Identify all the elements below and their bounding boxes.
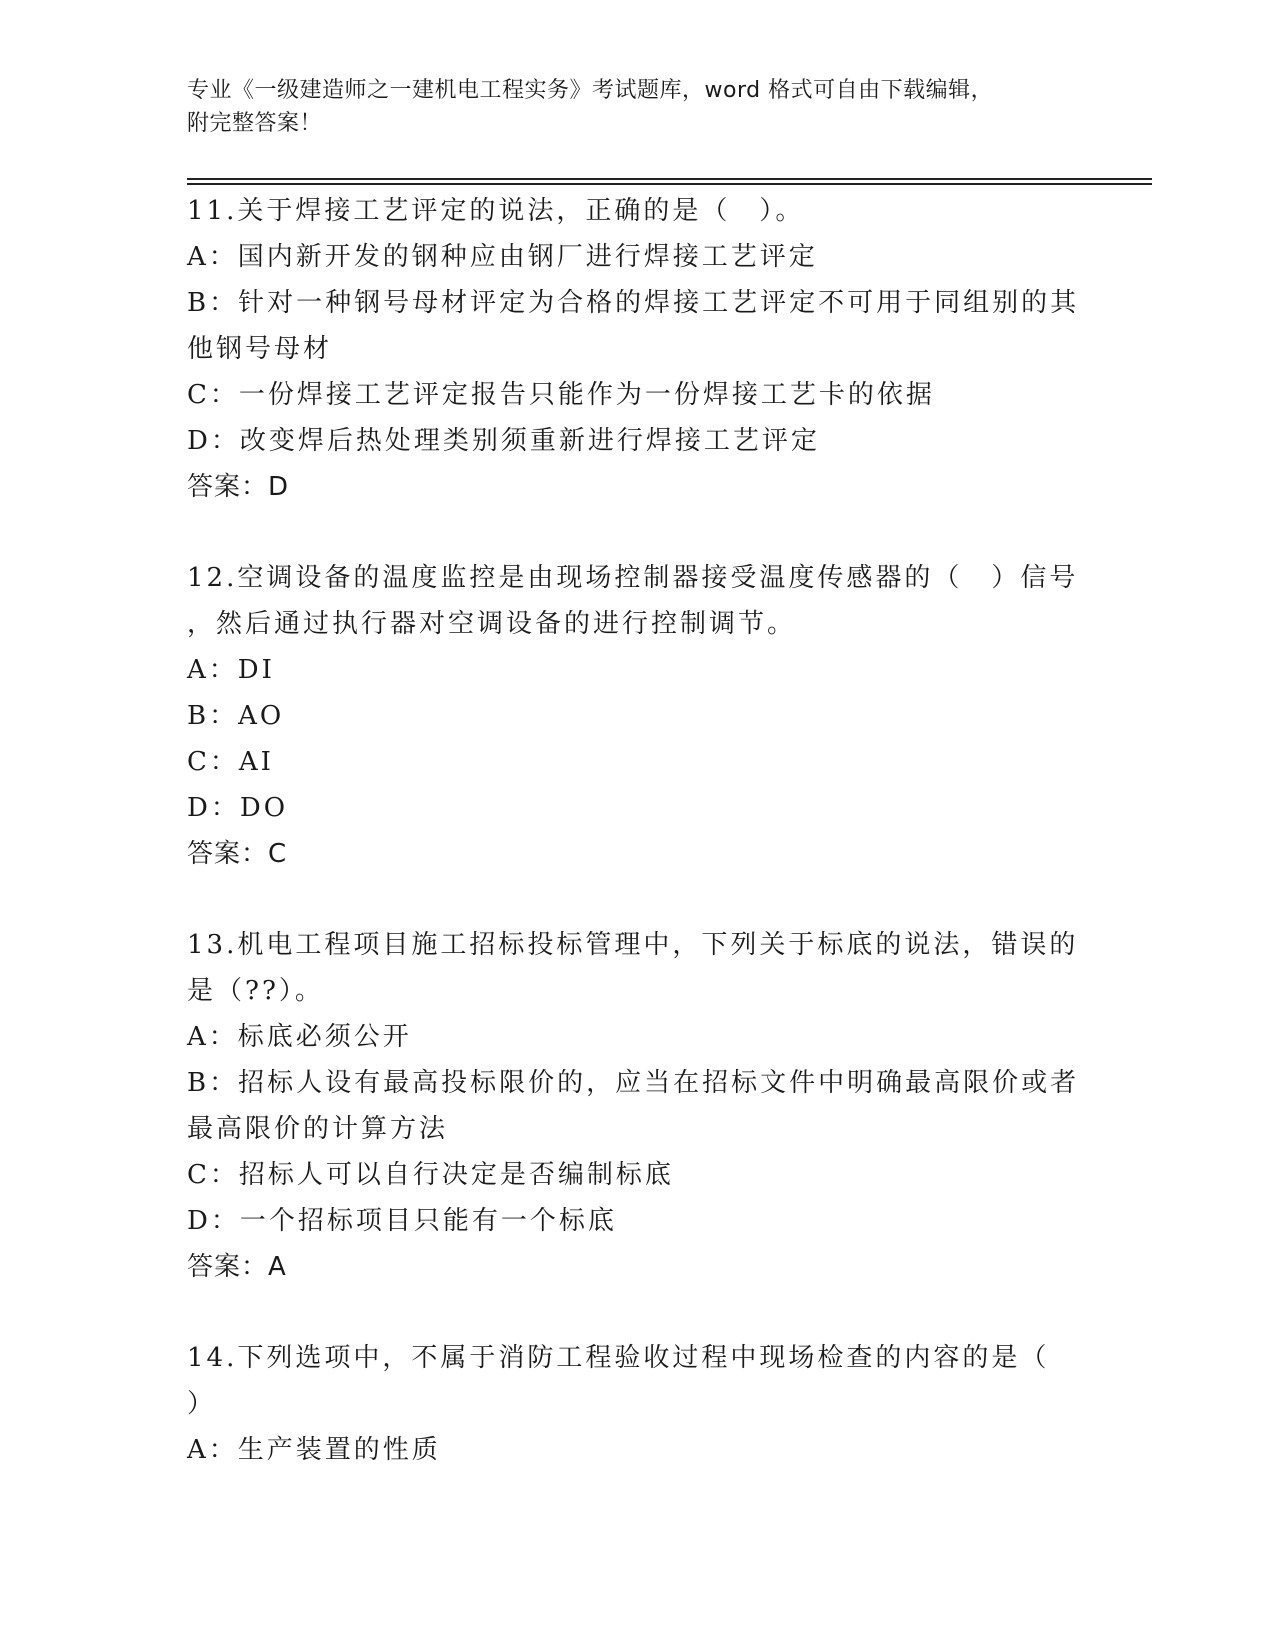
question-stem: 12.空调设备的温度监控是由现场控制器接受温度传感器的（ ）信号 [187, 563, 1079, 593]
option-line: 他钢号母材 [187, 334, 333, 364]
question-item [187, 555, 1087, 877]
option-line: C：招标人可以自行决定是否编制标底 [187, 1160, 674, 1190]
question-stem: ） [187, 1389, 217, 1419]
option-line: B：针对一种钢号母材评定为合格的焊接工艺评定不可用于同组别的其 [187, 288, 1080, 318]
question-stem: 13.机电工程项目施工招标投标管理中，下列关于标底的说法，错误的 [187, 930, 1079, 960]
option-line: B：招标人设有最高投标限价的，应当在招标文件中明确最高限价或者 [187, 1068, 1080, 1098]
question-stem: 11.关于焊接工艺评定的说法，正确的是（ ）。 [187, 196, 805, 226]
question-stem: 14.下列选项中，不属于消防工程验收过程中现场检查的内容的是（ [187, 1343, 1050, 1373]
option-line: D：一个招标项目只能有一个标底 [187, 1206, 617, 1236]
question-stem: 是（??）。 [187, 976, 324, 1006]
question-stem: ，然后通过执行器对空调设备的进行控制调节。 [187, 609, 797, 639]
option-line: A：DI [187, 655, 275, 685]
header-line-2: 附完整答案！ [187, 111, 323, 136]
option-line: A：国内新开发的钢种应由钢厂进行焊接工艺评定 [187, 242, 818, 272]
answer-line: 答案：D [187, 472, 290, 502]
option-line: A：生产装置的性质 [187, 1435, 441, 1465]
answer-line: 答案：A [187, 1252, 287, 1282]
option-line: D：DO [187, 793, 289, 823]
question-item [187, 188, 1087, 510]
answer-line: 答案：C [187, 839, 288, 869]
question-list [187, 188, 1087, 1518]
document-header [187, 74, 1067, 140]
question-item [187, 1335, 1087, 1473]
option-line: D：改变焊后热处理类别须重新进行焊接工艺评定 [187, 426, 820, 456]
header-divider-top [187, 178, 1152, 180]
option-line: C：一份焊接工艺评定报告只能作为一份焊接工艺卡的依据 [187, 380, 935, 410]
option-line: A：标底必须公开 [187, 1022, 412, 1052]
question-item [187, 922, 1087, 1290]
header-line-1: 专业《一级建造师之一建机电工程实务》考试题库，word 格式可自由下载编辑， [187, 78, 994, 103]
header-divider-bottom [187, 183, 1152, 185]
option-line: C：AI [187, 747, 274, 777]
option-line: 最高限价的计算方法 [187, 1114, 449, 1144]
option-line: B：AO [187, 701, 285, 731]
